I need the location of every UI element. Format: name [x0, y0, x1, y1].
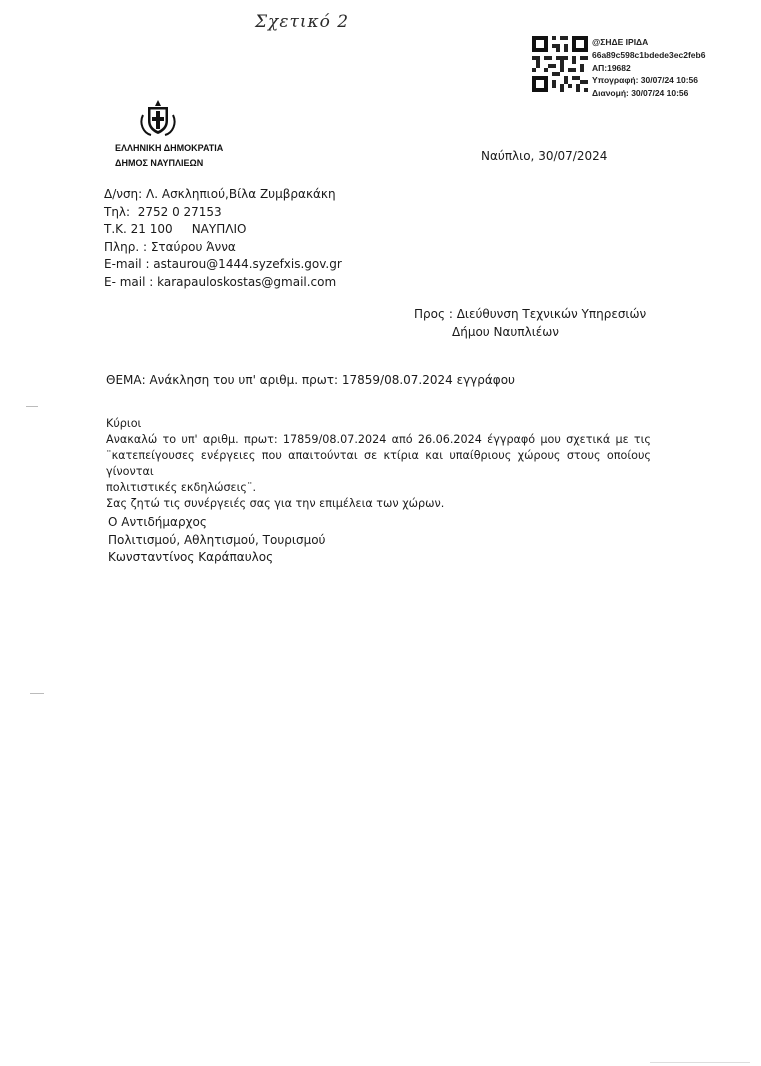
document-date: Ναύπλιο, 30/07/2024 — [481, 149, 608, 163]
signatory-title: Ο Αντιδήμαρχος — [108, 515, 207, 529]
stamp-line: Διανομή: 30/07/24 10:56 — [592, 88, 689, 99]
body-line: πολιτιστικές εκδηλώσεις¨. — [106, 481, 257, 494]
sender-postal: Τ.Κ. 21 100 ΝΑΥΠΛΙΟ — [104, 222, 247, 236]
issuer-block — [115, 141, 223, 171]
sender-info: Πληρ. : Σταύρου Άννα — [104, 239, 236, 254]
handwritten-note: Σχετικό 2 — [255, 12, 350, 32]
signatory-department: Πολιτισμού, Αθλητισμού, Τουρισμού — [108, 532, 326, 547]
sender-email: E- mail : karapauloskostas@gmail.com — [104, 274, 337, 289]
issuer-municipality: ΔΗΜΟΣ ΝΑΥΠΛΙΕΩΝ — [115, 158, 204, 168]
scan-speck — [26, 406, 38, 407]
signature-block — [108, 514, 325, 567]
scan-speck — [30, 693, 44, 694]
sender-block — [104, 186, 342, 291]
stamp-line: Υπογραφή: 30/07/24 10:56 — [592, 75, 698, 86]
qr-code — [532, 36, 588, 92]
body-line: Σας ζητώ τις συνέργειές σας για την επιμέλεια των χώρων. — [106, 497, 445, 510]
signatory-name: Κωνσταντίνος Καράπαυλος — [108, 550, 274, 564]
greek-coat-of-arms-icon — [137, 97, 179, 139]
stamp-line: ΑΠ:19682 — [592, 62, 631, 73]
sender-address: Δ/νση: Λ. Ασκληπιού,Βίλα Ζυμβρακάκη — [104, 187, 336, 201]
letter-body — [106, 416, 651, 512]
digital-signature-stamp — [592, 36, 705, 100]
stamp-line: 66a89c598c1bdede3ec2feb6 — [592, 49, 706, 60]
recipient-line: Προς : Διεύθυνση Τεχνικών Υπηρεσιών — [414, 307, 647, 321]
subject-line: ΘΕΜΑ: Ανάκληση του υπ' αριθμ. πρωτ: 17859/08.07.2024 εγγράφου — [106, 373, 516, 387]
stamp-line: @ΣΗΔΕ ΙΡΙΔΑ — [592, 37, 649, 47]
scan-speck — [650, 1062, 750, 1063]
body-line: Ανακαλώ το υπ' αριθμ. πρωτ: 17859/08.07.2024 από 26.06.2024 έγγραφό μου σχετικά με τις — [106, 433, 651, 446]
recipient-line: Δήμου Ναυπλιέων — [452, 324, 560, 339]
sender-email: E-mail : astaurou@1444.syzefxis.gov.gr — [104, 257, 342, 271]
issuer-country: ΕΛΛΗΝΙΚΗ ΔΗΜΟΚΡΑΤΙΑ — [115, 143, 224, 153]
recipient-block — [414, 306, 646, 341]
salutation: Κύριοι — [106, 417, 142, 430]
sender-phone: Τηλ: 2752 0 27153 — [104, 204, 222, 219]
body-line: ¨κατεπείγουσες ενέργειες που απαιτούνται σε κτίρια και υπαίθριους χώρους στους οποίους γίνονται — [106, 449, 651, 478]
